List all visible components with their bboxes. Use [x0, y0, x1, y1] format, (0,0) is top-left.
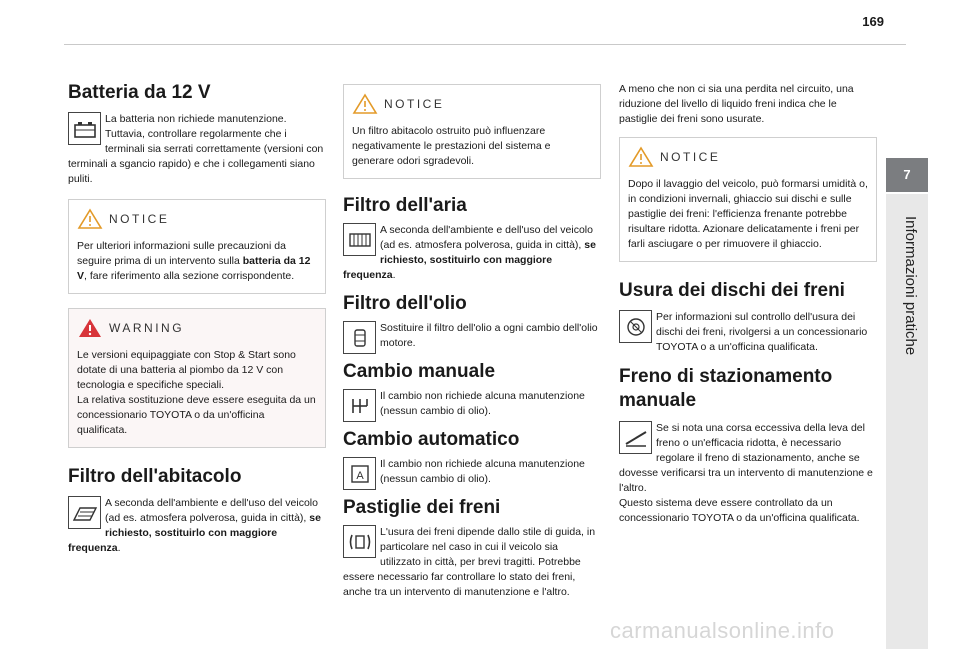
- notice-text: Un filtro abitacolo ostruito può influenzare negativamente le prestazioni del sistema e generare odori sgradevoli.: [352, 125, 551, 167]
- section-title-automatico: Cambio automatico: [343, 429, 520, 450]
- warning-text-2: La relativa sostituzione deve essere eseguita da un concessionario TOYOTA o da un'officina qualificata.: [77, 394, 316, 436]
- notice-icon: [77, 208, 103, 230]
- warning-icon: [77, 317, 103, 339]
- notice-box-freni: [619, 137, 877, 262]
- manuale-text: Il cambio non richiede alcuna manutenzione (nessun cambio di olio).: [380, 390, 585, 417]
- section-title-batteria: Batteria da 12 V: [68, 82, 211, 103]
- automatic-gearbox-icon: [343, 457, 376, 490]
- column-1: [68, 64, 326, 556]
- brake-pads-icon: [343, 525, 376, 558]
- notice-title: NOTICE: [109, 212, 170, 226]
- abitacolo-text-end: .: [117, 542, 121, 554]
- chapter-title: Informazioni pratiche: [902, 216, 919, 356]
- abitacolo-text-bold: se richiesto, sostituirlo con maggiore frequenza: [68, 512, 321, 554]
- oil-filter-icon: [343, 321, 376, 354]
- aria-text-end: .: [392, 269, 396, 281]
- air-filter-icon: [343, 223, 376, 256]
- notice-title: NOTICE: [384, 97, 445, 111]
- notice-box-batteria: [68, 199, 326, 294]
- pastiglie-text: L'usura dei freni dipende dallo stile di guida, in particolare nel caso in cui il veicolo sia utilizzato in città, per brevi tragitti. Potrebbe essere necessario far controllare lo stato dei freni, anche tra un intervento di manutenzione e l'altro.: [343, 526, 596, 598]
- aria-text-bold: se richiesto, sostituirlo con maggiore frequenza: [343, 239, 596, 281]
- notice-title: NOTICE: [660, 150, 721, 164]
- notice-icon: [352, 93, 378, 115]
- notice-text: Per ulteriori informazioni sulle precauzioni da seguire prima di un intervento sulla: [77, 240, 286, 267]
- column-2: [343, 64, 601, 600]
- section-title-olio: Filtro dell'olio: [343, 293, 467, 314]
- aria-text: A seconda dell'ambiente e dell'uso del veicolo (ad es. atmosfera polverosa, guida in città),: [380, 224, 593, 251]
- olio-text: Sostituire il filtro dell'olio a ogni cambio dell'olio motore.: [380, 322, 598, 349]
- notice-text-end: , fare riferimento alla sezione corrispondente.: [84, 270, 295, 282]
- footer-watermark: carmanualsonline.info: [610, 618, 835, 643]
- freno-text-2: Questo sistema deve essere controllato da un concessionario TOYOTA o da un'officina qualificata.: [619, 497, 860, 524]
- cabin-filter-icon: [68, 496, 101, 529]
- dischi-text: Per informazioni sul controllo dell'usura dei dischi dei freni, rivolgersi a un concessionario TOYOTA o a un'officina qualificata.: [656, 311, 868, 353]
- battery-icon: [68, 112, 101, 145]
- section-title-freno: Freno di stazionamento manuale: [619, 366, 833, 411]
- chapter-tab[interactable]: 7: [886, 158, 928, 192]
- svg-text:A: A: [355, 469, 364, 482]
- notice-box-abitacolo: [343, 84, 601, 179]
- page-number: 169: [862, 14, 884, 29]
- parking-brake-lever-icon: [619, 421, 652, 454]
- automatico-text: Il cambio non richiede alcuna manutenzione (nessun cambio di olio).: [380, 458, 585, 485]
- section-title-abitacolo: Filtro dell'abitacolo: [68, 466, 242, 487]
- brake-disc-icon: [619, 310, 652, 343]
- abitacolo-text: A seconda dell'ambiente e dell'uso del veicolo (ad es. atmosfera polverosa, guida in città),: [105, 497, 318, 524]
- batteria-text: La batteria non richiede manutenzione. Tuttavia, controllare regolarmente che i terminali sia serrati correttamente (versioni con terminali a sgancio rapido) e che i collegamenti siano puliti.: [68, 113, 324, 185]
- warning-text: Le versioni equipaggiate con Stop & Start sono dotate di una batteria al piombo da 12 V con tecnologia e specifiche speciali.: [77, 349, 296, 391]
- notice-text-bold: batteria da 12 V: [77, 255, 311, 282]
- warning-title: WARNING: [109, 321, 185, 335]
- section-title-manuale: Cambio manuale: [343, 361, 496, 382]
- warning-box: [68, 308, 326, 448]
- section-title-aria: Filtro dell'aria: [343, 195, 467, 216]
- manual-gearbox-icon: [343, 389, 376, 422]
- column-3: [619, 64, 877, 526]
- intro-text: A meno che non ci sia una perdita nel circuito, una riduzione del livello di liquido freni indica che le pastiglie dei freni sono usurate.: [619, 83, 854, 125]
- freno-text: Se si nota una corsa eccessiva della leva del freno o un'efficacia ridotta, è necessario regolare il freno di stazionamento, anche se dovesse verificarsi tra un intervento di manutenzione e l'altro.: [619, 422, 873, 494]
- section-title-dischi: Usura dei dischi dei freni: [619, 280, 845, 301]
- notice-icon: [628, 146, 654, 168]
- notice-text: Dopo il lavaggio del veicolo, può formarsi umidità o, in condizioni invernali, ghiaccio sui dischi e sulle pastiglie dei freni: l'efficienza frenante potrebbe risultare ridotta. Azionare delicatamente i freni per farli asciugare o per rimuovere il ghiaccio.: [628, 178, 868, 250]
- header-divider: [64, 44, 906, 45]
- section-title-pastiglie: Pastiglie dei freni: [343, 497, 501, 518]
